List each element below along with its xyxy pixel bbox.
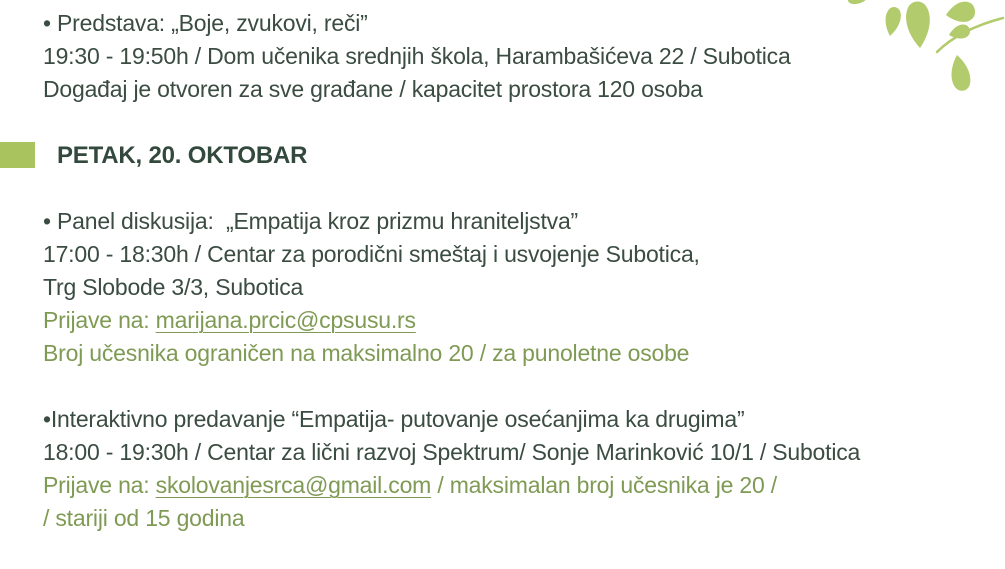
event3-limit-info: / stariji od 15 godina [43,505,245,531]
event2-signup-line [43,304,1005,337]
event2-title: • Panel diskusija: „Empatija kroz prizmu hraniteljstva” [43,208,578,234]
event1-time-location: 19:30 - 19:50h / Dom učenika srednjih škola, Harambašićeva 22 / Subotica [43,43,791,69]
signup-label: Prijave na: [43,472,156,498]
event2-limit-info: Broj učesnika ograničen na maksimalno 20 / za punoletne osobe [43,340,690,366]
email-link-gmail[interactable]: skolovanjesrca@gmail.com [155,472,432,498]
event2-time-location: 17:00 - 18:30h / Centar za porodični smeštaj i usvojenje Subotica, [43,241,700,267]
email-link-cpsusu[interactable]: marijana.prcic@cpsusu.rs [155,307,416,333]
event3-title: •Interaktivno predavanje “Empatija- putovanje osećanjima ka drugima” [43,406,745,432]
signup-suffix: / maksimalan broj učesnika je 20 / [431,472,777,498]
event3-time-location: 18:00 - 19:30h / Centar za lični razvoj Spektrum/ Sonje Marinković 10/1 / Subotica [43,439,861,465]
program-text [43,7,1005,535]
signup-label: Prijave na: [43,307,156,333]
event3-signup-line [43,469,1005,502]
day-heading: PETAK, 20. OKTOBAR [57,142,308,169]
spacer [43,370,1005,403]
spacer [43,106,1005,139]
event1-title: • Predstava: „Boje, zvukovi, reči” [43,10,368,36]
day-marker-block [0,142,35,168]
event1-capacity-info: Događaj je otvoren za sve građane / kapacitet prostora 120 osoba [43,76,703,102]
spacer [43,172,1005,205]
event2-address: Trg Slobode 3/3, Subotica [43,274,304,300]
